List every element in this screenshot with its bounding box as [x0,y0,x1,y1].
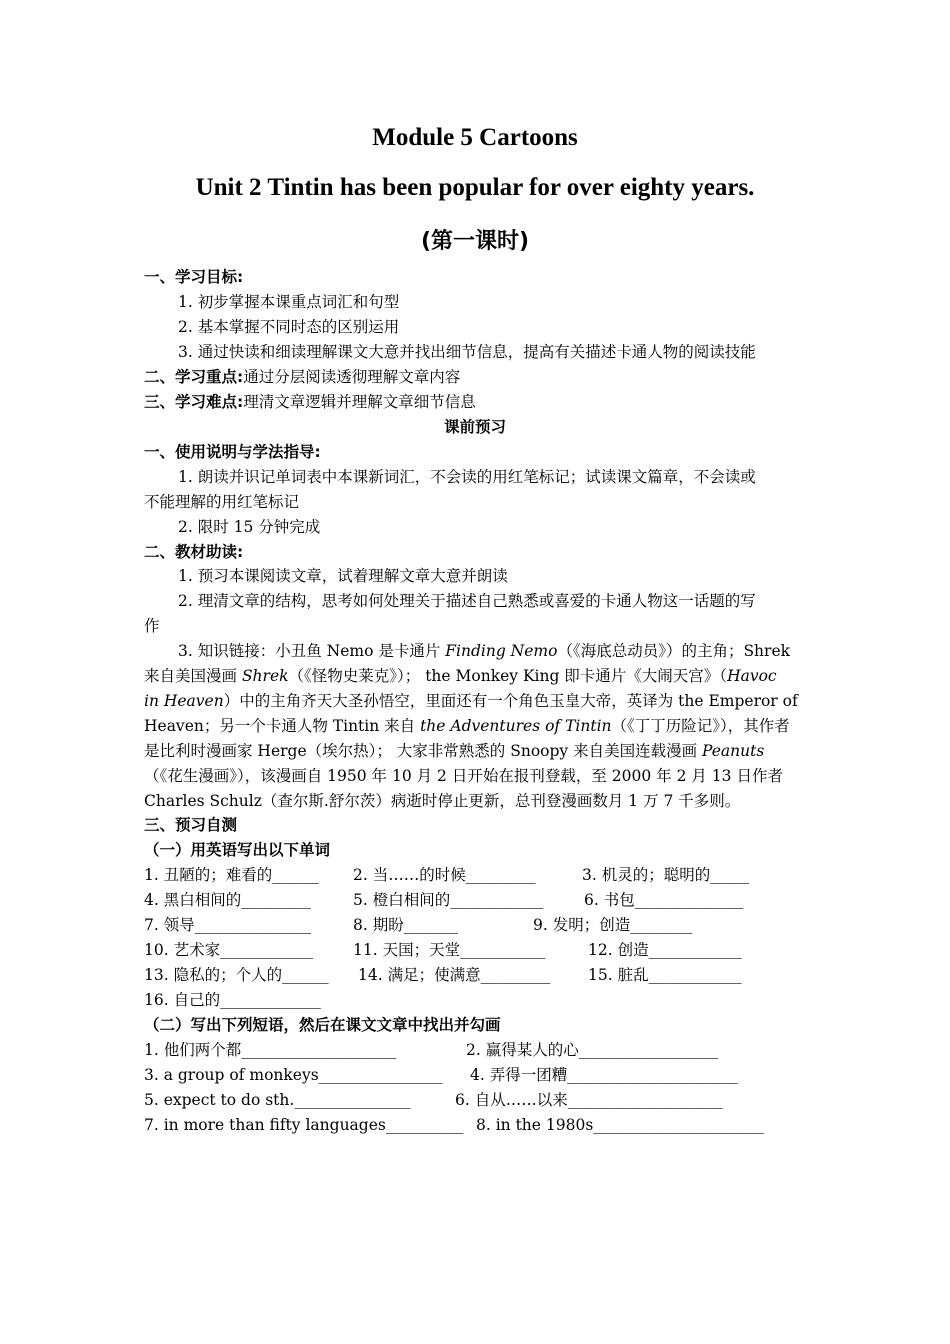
phrase-item: 2. 赢得某人的心__________________ [466,1041,719,1059]
word-item: 4. 黑白相间的_________ [144,891,311,909]
word-item: 8. 期盼_______ [353,916,458,934]
text-span: ）中的主角齐天大圣孙悟空，里面还有一个角色玉皇大帝，英译为 the Emperor of [223,692,798,710]
goal-item: 1. 初步掌握本课重点词汇和句型 [178,293,400,311]
module-title: Module 5 Cartoons [372,124,578,151]
text-span: 是比利时漫画家 Herge（埃尔热）； 大家非常熟悉的 Snoopy 来自美国连载漫画 [144,742,703,760]
text-span: Heaven；另一个卡通人物 Tintin 来自 [144,717,421,735]
unit-title: Unit 2 Tintin has been popular for over eighty years. [195,174,755,201]
difficulty-label: 三、学习难点: [144,393,244,411]
goal-item: 3. 通过快读和细读理解课文大意并找出细节信息，提高有关描述卡通人物的阅读技能 [178,343,756,361]
selftest-heading: 三、预习自测 [144,816,238,834]
word-item: 2. 当……的时候_________ [353,866,536,884]
phrase-item: 7. in more than fifty languages__________ [144,1116,464,1134]
phrases-heading: （二）写出下列短语，然后在课文文章中找出并勾画 [144,1016,501,1034]
guide-heading: 一、使用说明与学法指导: [144,443,321,461]
reading-item: 1. 预习本课阅读文章，试着理解文章大意并朗读 [178,567,508,585]
reading-item-cont: 作 [144,617,160,635]
word-item: 9. 发明；创造________ [533,916,693,934]
phrase-item: 5. expect to do sth._______________ [144,1091,411,1109]
title-span: Peanuts [702,742,765,760]
focus-label: 二、学习重点: [144,368,244,386]
words-heading: （一）用英语写出以下单词 [144,841,331,859]
knowledge-link-line: （《花生漫画》），该漫画自 1950 年 10 月 2 日开始在报刊登载，至 2000 年 2 月 13 日作者 [144,767,783,785]
focus-line [144,367,460,387]
difficulty-line [144,392,476,412]
word-item: 16. 自己的_____________ [144,991,321,1009]
text-span: （《海底总动员》）的主角；Shrek [557,642,791,660]
phrase-item: 1. 他们两个都____________________ [144,1041,397,1059]
reading-item: 2. 理清文章的结构，思考如何处理关于描述自己熟悉或喜爱的卡通人物这一话题的写 [178,592,756,610]
word-item: 12. 创造____________ [588,941,742,959]
word-item: 15. 脏乱____________ [588,966,742,984]
goals-heading: 一、学习目标: [144,268,244,286]
preview-heading: 课前预习 [443,418,506,436]
word-item: 6. 书包______________ [584,891,744,909]
word-item: 7. 领导_______________ [144,916,311,934]
word-item: 13. 隐私的；个人的______ [144,966,329,984]
text-span: （《丁丁历险记》），其作者 [611,717,790,735]
title-span: Havoc [727,667,777,685]
text-span: （《怪物史莱克》）； the Monkey King 即卡通片《大闹天宫》（ [288,667,728,685]
knowledge-link-line [144,741,764,761]
word-item: 10. 艺术家____________ [144,941,314,959]
title-span: Finding Nemo [445,642,558,660]
guide-item: 1. 朗读并识记单词表中本课新词汇，不会读的用红笔标记；试读课文篇章，不会读或 [178,468,756,486]
title-span: the Adventures of Tintin [420,717,612,735]
knowledge-link-line [144,691,798,711]
title-span: Shrek [241,667,289,685]
word-item: 14. 满足；使满意_________ [358,966,551,984]
knowledge-link-line [178,641,790,661]
word-item: 5. 橙白相间的____________ [353,891,544,909]
focus-text: 通过分层阅读透彻理解文章内容 [243,368,461,386]
lesson-title: (第一课时) [420,229,530,254]
goal-item: 2. 基本掌握不同时态的区别运用 [178,318,400,336]
difficulty-text: 理清文章逻辑并理解文章细节信息 [243,393,476,411]
title-span: in Heaven [144,692,224,710]
text-span: 来自美国漫画 [144,667,242,685]
word-item: 1. 丑陋的；难看的______ [144,866,319,884]
phrase-item: 8. in the 1980s______________________ [476,1116,764,1134]
word-item: 11. 天国；天堂___________ [353,941,546,959]
guide-item: 2. 限时 15 分钟完成 [178,518,321,536]
phrase-item: 4. 弄得一团糟______________________ [470,1066,738,1084]
guide-item-cont: 不能理解的用红笔标记 [144,493,300,511]
phrase-item: 3. a group of monkeys________________ [144,1066,443,1084]
knowledge-link-line [144,716,790,736]
knowledge-link-line: Charles Schulz（查尔斯.舒尔茨）病逝时停止更新，总刊登漫画数月 1 万 7 千多则。 [144,792,741,810]
knowledge-link-line [144,666,777,686]
reading-heading: 二、教材助读: [144,543,244,561]
text-span: 3. 知识链接：小丑鱼 Nemo 是卡通片 [178,642,446,660]
phrase-item: 6. 自从……以来____________________ [455,1091,723,1109]
word-item: 3. 机灵的；聪明的_____ [582,866,749,884]
